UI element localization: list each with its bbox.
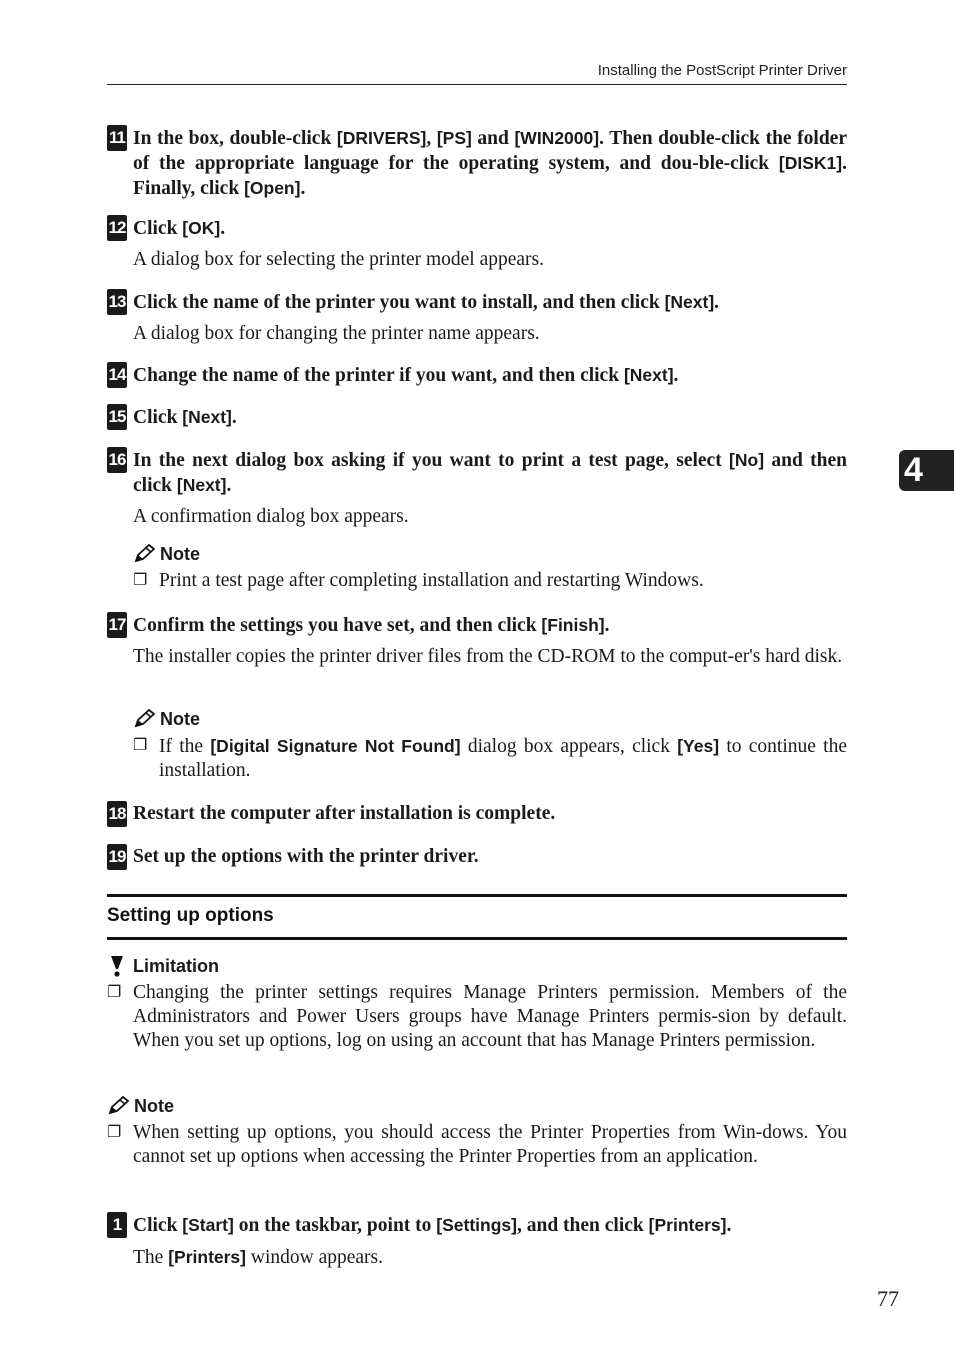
step-13 [107,290,847,346]
step-instruction: In the next dialog box asking if you want to print a test page, select [No] and then click [Next]. [133,450,847,496]
step-result: A dialog box for changing the printer name appears. [133,323,540,344]
step-number-badge: 15 [107,404,127,430]
note-block [133,708,847,783]
checkbox-bullet-icon: ❐ [107,1124,122,1141]
step-number-badge: 1 [107,1212,127,1238]
note-item: ❐ Print a test page after completing installation and restarting Windows. [133,570,704,591]
step-instruction: Click [OK]. [133,218,226,239]
pencil-icon [107,1096,129,1116]
step-14 [107,363,847,388]
step-number-badge: 18 [107,801,127,827]
note-heading: Note [133,708,847,730]
note-block [107,1095,847,1169]
step-instruction: Confirm the settings you have set, and then click [Finish]. [133,615,610,636]
checkbox-bullet-icon: ❐ [133,737,148,754]
note-heading: Note [133,543,847,565]
limitation-item: ❐ Changing the printer settings requires Manage Printers permission. Members of the Administrators and Power Users groups have Manage Printers permis-sion by default. When you set up options, log on using an account that has Manage Printers permission. [107,982,847,1051]
checkbox-bullet-icon: ❐ [107,984,122,1001]
pencil-icon [133,709,155,729]
step-instruction: Click the name of the printer you want to install, and then click [Next]. [133,292,720,313]
step-18 [107,802,847,826]
step-instruction: In the box, double-click [DRIVERS], [PS] and [WIN2000]. Then double-click the folder of the appropriate language for the operating system, and dou-ble-click [DISK1]. Finally, click [Open]. [133,128,847,199]
exclamation-icon [107,955,127,977]
pencil-icon [133,544,155,564]
note-item: ❐ If the [Digital Signature Not Found] dialog box appears, click [Yes] to continue the installation. [133,736,848,781]
step-16 [107,448,847,529]
step-12 [107,216,847,272]
section-heading [107,894,847,940]
step-number-badge: 11 [107,125,127,151]
step-11 [107,126,847,201]
page-number: 77 [877,1286,899,1311]
step-instruction: Change the name of the printer if you want, and then click [Next]. [133,365,679,386]
step-number-badge: 16 [107,447,127,473]
step-instruction: Set up the options with the printer driver. [133,846,479,867]
checkbox-bullet-icon: ❐ [133,572,148,589]
step-number-badge: 19 [107,844,127,870]
step-result: The installer copies the printer driver files from the CD-ROM to the comput-er's hard disk. [133,646,843,667]
chapter-number: 4 [904,451,923,489]
step-number-badge: 17 [107,612,127,638]
step-number-badge: 14 [107,362,127,388]
chapter-tab [899,450,954,491]
step-instruction: Click [Start] on the taskbar, point to [Settings], and then click [Printers]. [133,1215,732,1236]
step-instruction: Restart the computer after installation is complete. [133,803,556,824]
section-title: Setting up options [107,905,274,926]
step-15 [107,405,847,430]
step-result: A confirmation dialog box appears. [133,506,409,527]
step-19 [107,845,847,869]
step-17 [107,613,847,669]
step-1 [107,1213,847,1270]
limitation-block [107,955,847,1053]
note-item: ❐ When setting up options, you should access the Printer Properties from Win-dows. You cannot set up options when accessing the Printer Properties from an application. [107,1122,847,1167]
limitation-heading: Limitation [107,955,847,977]
page-header [107,60,847,85]
note-heading: Note [107,1095,847,1117]
step-number-badge: 12 [107,215,127,241]
step-instruction: Click [Next]. [133,407,237,428]
note-block [133,543,847,593]
step-number-badge: 13 [107,289,127,315]
step-result: A dialog box for selecting the printer model appears. [133,249,545,270]
header-title: Installing the PostScript Printer Driver [597,62,847,79]
step-result: The [Printers] window appears. [133,1247,384,1268]
